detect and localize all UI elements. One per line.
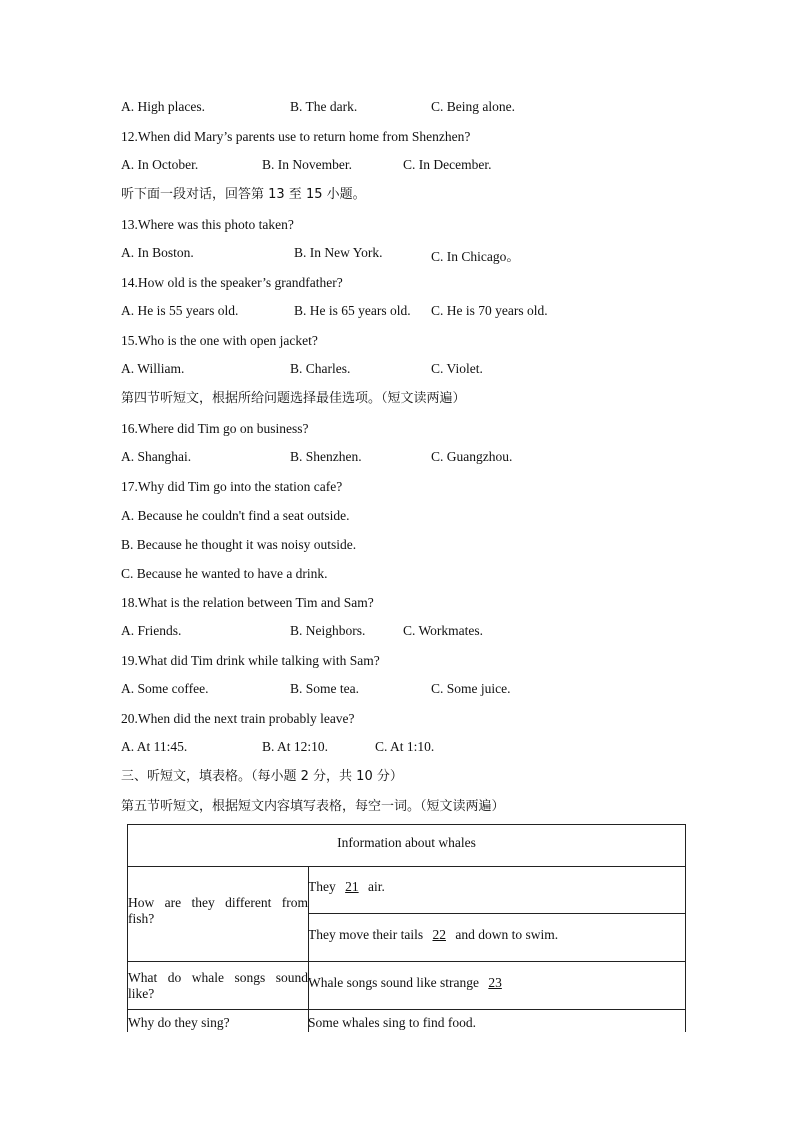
table-border bbox=[127, 824, 686, 825]
q14-option-c: C. He is 70 years old. bbox=[431, 303, 548, 318]
table-border bbox=[308, 913, 686, 914]
section-4-instruction: 第四节听短文，根据所给问题选择最佳选项。（短文读两遍） bbox=[121, 391, 466, 406]
q14-option-a: A. He is 55 years old. bbox=[121, 303, 239, 318]
q19-option-a: A. Some coffee. bbox=[121, 681, 209, 696]
q18-option-b: B. Neighbors. bbox=[290, 623, 366, 638]
q15-question: 15.Who is the one with open jacket? bbox=[121, 333, 318, 348]
table-answer-cell bbox=[308, 975, 508, 991]
q13-question: 13.Where was this photo taken? bbox=[121, 217, 294, 232]
q16-question: 16.Where did Tim go on business? bbox=[121, 421, 309, 436]
table-row-question: Why do they sing? bbox=[128, 1015, 230, 1030]
q19-question: 19.What did Tim drink while talking with Sam? bbox=[121, 653, 380, 668]
q19-option-c: C. Some juice. bbox=[431, 681, 511, 696]
section-5-instruction: 第五节听短文，根据短文内容填写表格，每空一词。（短文读两遍） bbox=[121, 799, 505, 814]
answer-blank-23[interactable]: 23 bbox=[488, 975, 502, 990]
q11-option-b: B. The dark. bbox=[290, 99, 358, 114]
q13-option-c: C. In Chicago。 bbox=[431, 249, 520, 264]
q20-question: 20.When did the next train probably leave? bbox=[121, 711, 355, 726]
q18-option-a: A. Friends. bbox=[121, 623, 182, 638]
q18-option-c: C. Workmates. bbox=[403, 623, 484, 638]
q19-option-b: B. Some tea. bbox=[290, 681, 359, 696]
whales-info-table bbox=[127, 824, 686, 1032]
q13-option-b: B. In New York. bbox=[294, 245, 383, 260]
table-row-question: What do whale songs sound like? bbox=[128, 970, 308, 1001]
answer-text: and down to swim. bbox=[451, 927, 559, 942]
answer-text: They bbox=[308, 879, 340, 894]
answer-blank-22[interactable]: 22 bbox=[432, 927, 446, 942]
table-answer-cell bbox=[308, 879, 385, 895]
table-border bbox=[127, 1009, 686, 1010]
q17-option-b: B. Because he thought it was noisy outside. bbox=[121, 537, 357, 552]
q15-option-b: B. Charles. bbox=[290, 361, 351, 376]
q12-option-c: C. In December. bbox=[403, 157, 492, 172]
answer-blank-21[interactable]: 21 bbox=[345, 879, 359, 894]
part-3-heading: 三、听短文，填表格。（每小题 2 分，共 10 分） bbox=[121, 769, 403, 784]
q17-option-a: A. Because he couldn't find a seat outside. bbox=[121, 508, 350, 523]
answer-text: They move their tails bbox=[308, 927, 427, 942]
q18-question: 18.What is the relation between Tim and Sam? bbox=[121, 595, 374, 610]
q17-question: 17.Why did Tim go into the station cafe? bbox=[121, 479, 343, 494]
q13-option-a: A. In Boston. bbox=[121, 245, 194, 260]
q14-question: 14.How old is the speaker’s grandfather? bbox=[121, 275, 343, 290]
q20-option-a: A. At 11:45. bbox=[121, 739, 188, 754]
table-border bbox=[685, 824, 686, 1032]
q20-option-b: B. At 12:10. bbox=[262, 739, 329, 754]
table-border bbox=[127, 866, 686, 867]
table-answer-cell bbox=[308, 927, 558, 943]
q16-option-b: B. Shenzhen. bbox=[290, 449, 362, 464]
q12-option-b: B. In November. bbox=[262, 157, 352, 172]
q14-option-b: B. He is 65 years old. bbox=[294, 303, 411, 318]
q17-option-c: C. Because he wanted to have a drink. bbox=[121, 566, 328, 581]
table-title: Information about whales bbox=[337, 835, 476, 850]
q15-option-c: C. Violet. bbox=[431, 361, 483, 376]
section-13-15-instruction: 听下面一段对话，回答第 13 至 15 小题。 bbox=[121, 187, 366, 202]
answer-text: Whale songs sound like strange bbox=[308, 975, 483, 990]
table-answer-cell: Some whales sing to find food. bbox=[308, 1015, 476, 1030]
q15-option-a: A. William. bbox=[121, 361, 185, 376]
q11-option-a: A. High places. bbox=[121, 99, 205, 114]
q20-option-c: C. At 1:10. bbox=[375, 739, 435, 754]
answer-text: air. bbox=[364, 879, 385, 894]
table-row-question: How are they different from fish? bbox=[128, 895, 308, 926]
q16-option-c: C. Guangzhou. bbox=[431, 449, 513, 464]
table-border bbox=[127, 961, 686, 962]
q12-option-a: A. In October. bbox=[121, 157, 199, 172]
q11-option-c: C. Being alone. bbox=[431, 99, 515, 114]
q12-question: 12.When did Mary’s parents use to return home from Shenzhen? bbox=[121, 129, 471, 144]
q16-option-a: A. Shanghai. bbox=[121, 449, 192, 464]
